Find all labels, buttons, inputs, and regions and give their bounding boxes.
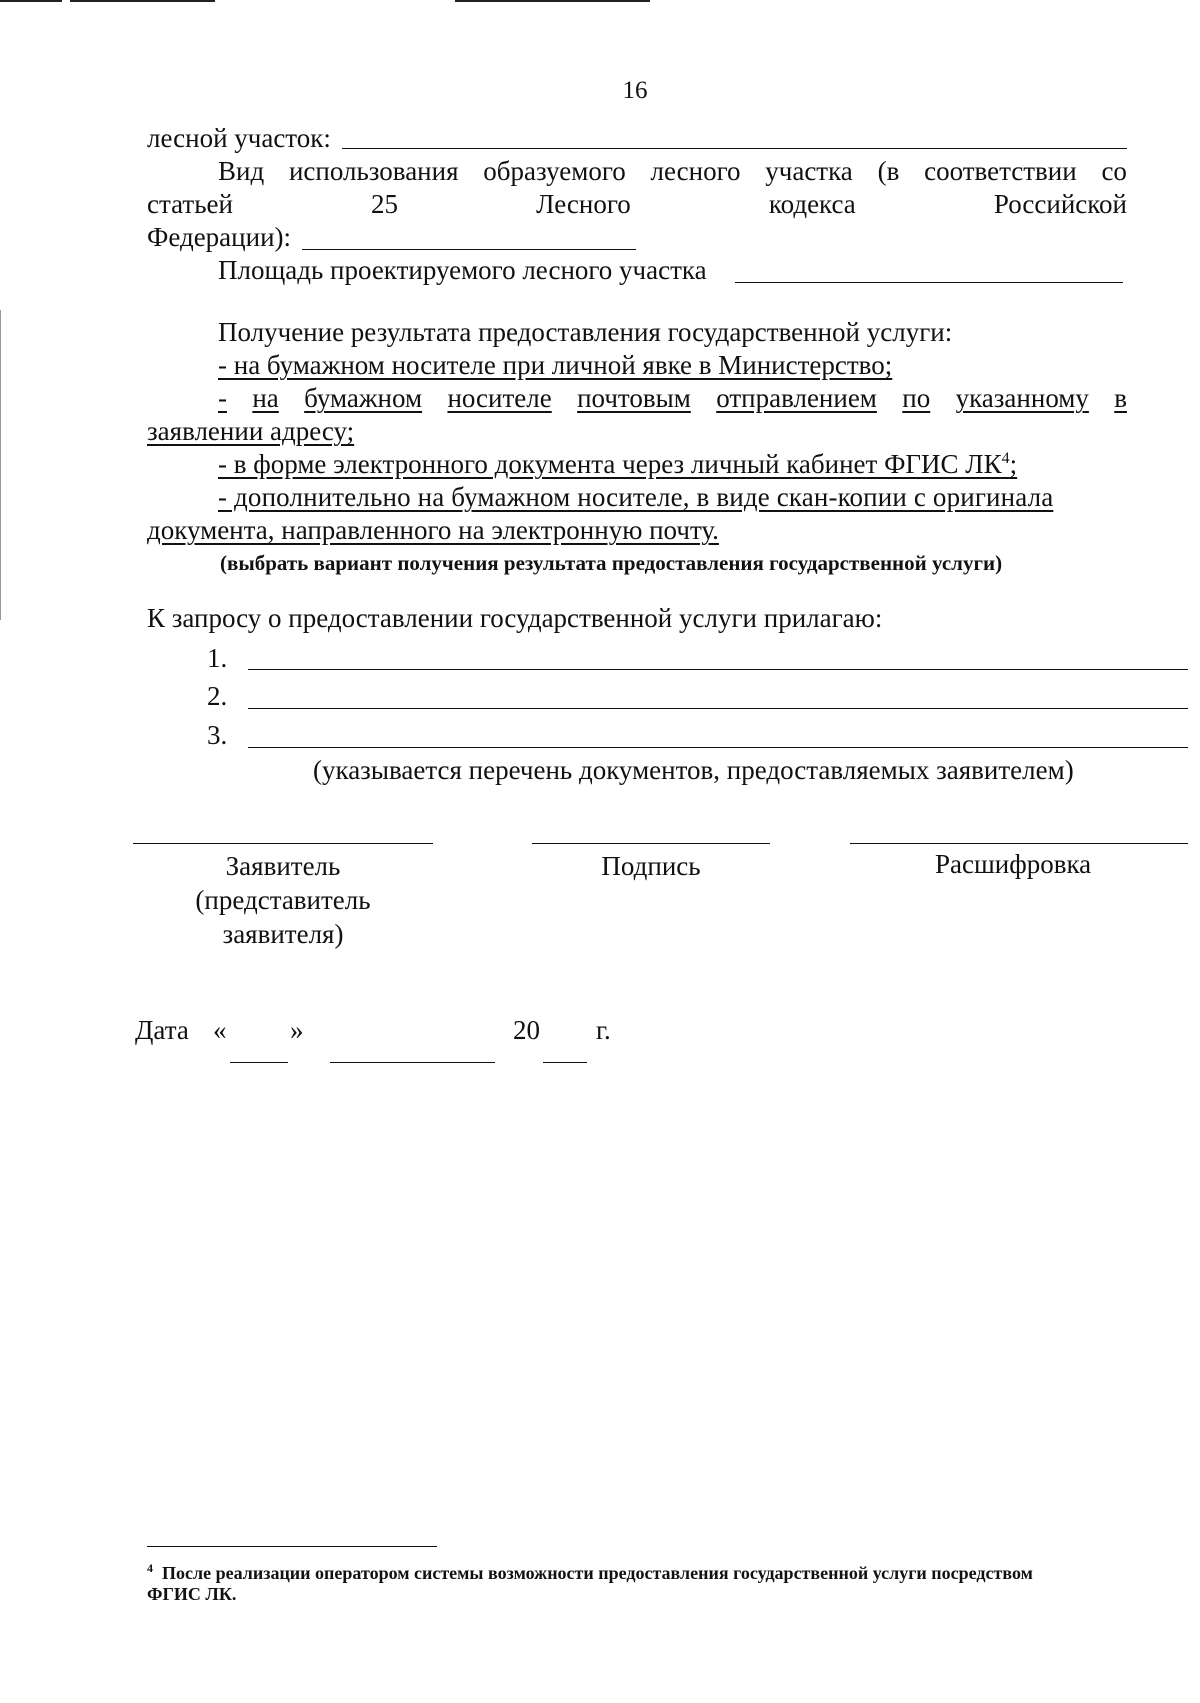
applicant-caption-line1: Заявитель: [225, 851, 341, 881]
date-year-blank[interactable]: [543, 1062, 587, 1063]
result-option-scan-line1[interactable]: - дополнительно на бумажном носителе, в виде скан-копии с оригинала: [218, 482, 1054, 512]
date-year-suffix: г.: [596, 1015, 611, 1045]
result-option-paper-mail-line2[interactable]: заявлении адресу;: [147, 416, 355, 446]
applicant-signature-line[interactable]: [133, 843, 433, 844]
result-option-word: почтовым: [577, 383, 691, 413]
result-option-word: по: [902, 383, 931, 413]
scan-artifact-line: [455, 0, 650, 2]
usage-type-word: использования: [288, 156, 459, 186]
usage-type-word: (в: [877, 156, 900, 186]
scan-edge-mark: [0, 310, 1, 620]
date-month-blank[interactable]: [330, 1062, 495, 1063]
attachment-blank[interactable]: [248, 708, 1188, 709]
result-option-word: указанному: [955, 383, 1089, 413]
result-option-word: отправлением: [716, 383, 877, 413]
usage-type-word: статьей: [147, 189, 233, 219]
footnote-line2: ФГИС ЛК.: [147, 1584, 237, 1604]
applicant-caption-line3: заявителя): [222, 919, 344, 949]
date-day-blank[interactable]: [230, 1062, 288, 1063]
attachments-heading: К запросу о предоставлении государственной услуги прилагаю:: [147, 603, 883, 633]
footnote-text-line1: После реализации оператором системы возможности предоставления государственной услуги посредством: [162, 1563, 1033, 1583]
date-quote-close: »: [290, 1015, 304, 1045]
usage-type-line1: [218, 155, 1127, 188]
area-blank[interactable]: [735, 282, 1123, 283]
scan-artifact-line: [0, 0, 62, 2]
decode-caption: Расшифровка: [935, 849, 1092, 879]
result-option-scan-line2[interactable]: документа, направленного на электронную почту.: [147, 515, 719, 545]
footnote-ref: 4: [1001, 450, 1010, 467]
usage-type-word: со: [1101, 156, 1127, 186]
applicant-caption: [133, 849, 433, 951]
usage-type-word: кодекса: [768, 189, 856, 219]
forest-plot-blank[interactable]: [342, 148, 1127, 149]
result-option-word: -: [218, 383, 227, 413]
result-option-electronic[interactable]: [218, 448, 1017, 481]
footnote-line1: [147, 1555, 1033, 1586]
usage-type-word: Лесного: [536, 189, 631, 219]
page-number: 16: [622, 77, 648, 104]
attachment-number: 1.: [207, 643, 228, 673]
result-heading: Получение результата предоставления государственной услуги:: [218, 317, 953, 347]
date-label: Дата: [135, 1015, 189, 1045]
sign-line[interactable]: [532, 843, 770, 844]
result-option-word: в: [1114, 383, 1127, 413]
footnote-marker: 4: [147, 1561, 153, 1575]
sign-caption: Подпись: [601, 851, 701, 881]
result-option-paper-in-person[interactable]: - на бумажном носителе при личной явке в Министерство;: [218, 350, 893, 380]
usage-type-word: соответствии: [924, 156, 1077, 186]
forest-plot-label: лесной участок:: [147, 123, 331, 153]
usage-type-word: участка: [765, 156, 853, 186]
result-option-electronic-end: ;: [1009, 449, 1018, 479]
attachment-blank[interactable]: [248, 669, 1188, 670]
date-quote-open: «: [213, 1015, 227, 1045]
usage-type-word: образуемого: [483, 156, 626, 186]
usage-type-line3: Федерации):: [147, 222, 292, 252]
date-century: 20: [513, 1015, 540, 1045]
usage-type-blank[interactable]: [302, 249, 636, 250]
usage-type-word: лесного: [650, 156, 741, 186]
result-option-word: бумажном: [304, 383, 423, 413]
result-option-word: носителе: [447, 383, 552, 413]
area-label: Площадь проектируемого лесного участка: [218, 255, 707, 285]
attachment-number: 3.: [207, 720, 228, 750]
footnote-separator: [147, 1546, 437, 1547]
result-option-paper-mail-line1[interactable]: [218, 382, 1127, 415]
applicant-caption-line2: (представитель: [195, 885, 371, 915]
scan-artifact-line: [70, 0, 215, 2]
usage-type-word: Российской: [993, 189, 1127, 219]
decode-line[interactable]: [850, 843, 1188, 844]
usage-type-line2: [147, 188, 1127, 221]
attachment-blank[interactable]: [248, 747, 1188, 748]
usage-type-word: Вид: [218, 156, 265, 186]
attachments-hint: (указывается перечень документов, предоставляемых заявителем): [313, 755, 1074, 785]
result-option-electronic-text: - в форме электронного документа через личный кабинет ФГИС ЛК: [218, 449, 1002, 479]
result-hint: (выбрать вариант получения результата предоставления государственной услуги): [220, 551, 1003, 575]
attachment-number: 2.: [207, 681, 228, 711]
usage-type-word: 25: [371, 189, 399, 219]
result-option-word: на: [252, 383, 279, 413]
